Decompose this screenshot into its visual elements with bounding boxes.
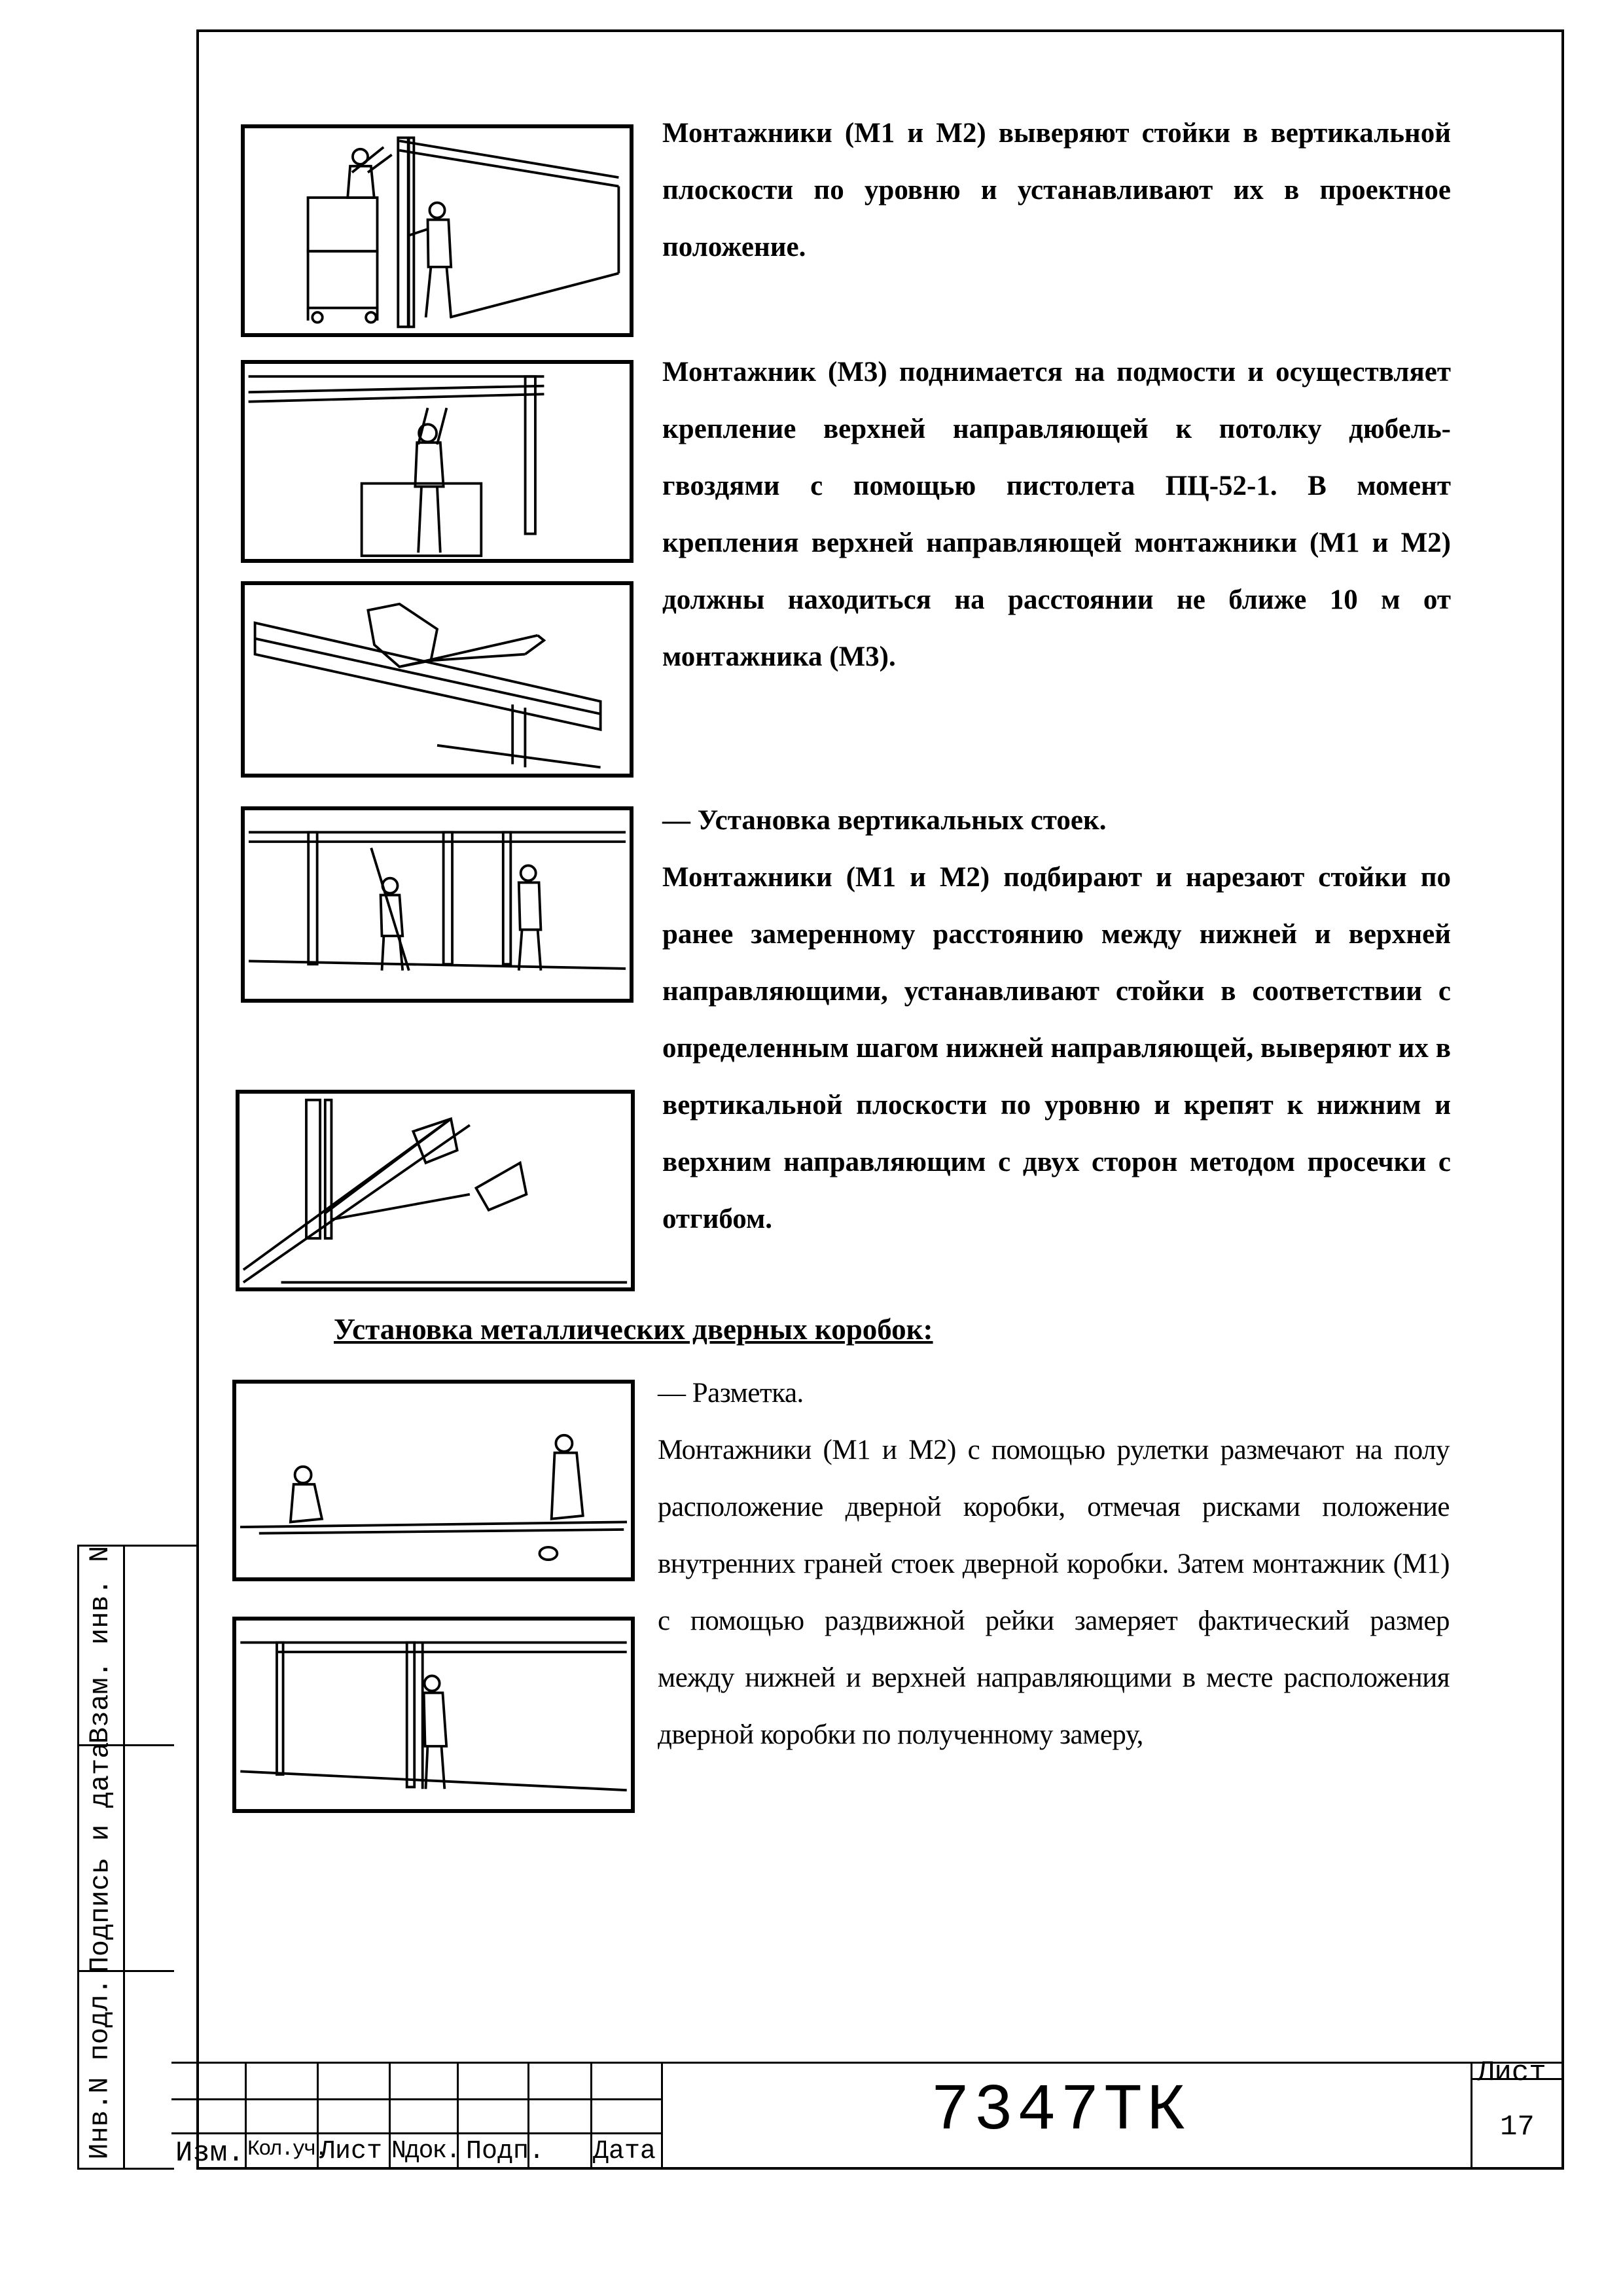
document-code: 7347ТК <box>931 2075 1190 2149</box>
illustration-crimping <box>236 1090 635 1291</box>
col-data: Дата <box>593 2137 656 2166</box>
col-podp: Подп. <box>466 2137 545 2166</box>
sheet-label: Лист <box>1477 2056 1546 2089</box>
illustration-floor-marking <box>232 1380 635 1581</box>
illustration-stud-alignment <box>241 124 633 337</box>
text-block-3: — Установка вертикальных стоек. Монтажники (М1 и М2) подбирают и нарезают стойки по ранее замеренному расстоянию между нижней и верхней направляющими, устанавливают стойки в соответствии с определенным шагом нижней направляющей, выверяют их в вертикальной плоскости по уровню и крепят к нижним и верхним направляющим с двух сторон методом просечки с отгибом. <box>662 805 1451 1234</box>
text-block-2: Монтажник (М3) поднимается на подмости и осуществляет крепление верхней направляющей к потолку дюбель-гвоздями с помощью пистолета ПЦ-52-1. В момент крепления верхней направляющей монтажники (М1 и М2) должны находиться на расстоянии не ближе 10 м от монтажника (М3). <box>662 357 1451 672</box>
sheet-number: 17 <box>1500 2111 1535 2144</box>
title-block <box>171 2056 1564 2170</box>
illustration-vertical-studs <box>241 806 633 1003</box>
text-block-1: Монтажники (М1 и М2) выверяют стойки в вертикальной плоскости по уровню и устанавливают их в проектное положение. <box>662 118 1451 262</box>
side-stamp <box>77 1545 174 2170</box>
text-block-4: — Разметка. Монтажники (М1 и М2) с помощью рулетки размечают на полу расположение дверной коробки, отмечая рисками положение внутренних граней стоек дверной коробки. Затем монтажник (М1) с помощью раздвижной рейки замеряет фактический размер между нижней и верхней направляющими в месте расположения дверной коробки по полученному замеру, <box>658 1378 1450 1750</box>
col-izm: Изм. <box>175 2137 245 2170</box>
col-list: Лист <box>319 2137 383 2166</box>
illustration-measuring <box>232 1617 635 1813</box>
vzam-inv-label: Взам. инв. N <box>84 1545 116 1744</box>
col-kol: Кол.уч. <box>247 2137 327 2161</box>
section-heading-text: Установка металлических дверных коробок: <box>334 1313 933 1346</box>
illustration-profile-cutting <box>241 581 633 778</box>
col-ndok: Nдок. <box>391 2137 460 2165</box>
podpis-data-label: Подпись и дата <box>84 1742 116 1973</box>
inv-podl-label: Инв.N подл. <box>84 1978 116 2160</box>
illustration-top-track-fastening <box>241 360 633 563</box>
